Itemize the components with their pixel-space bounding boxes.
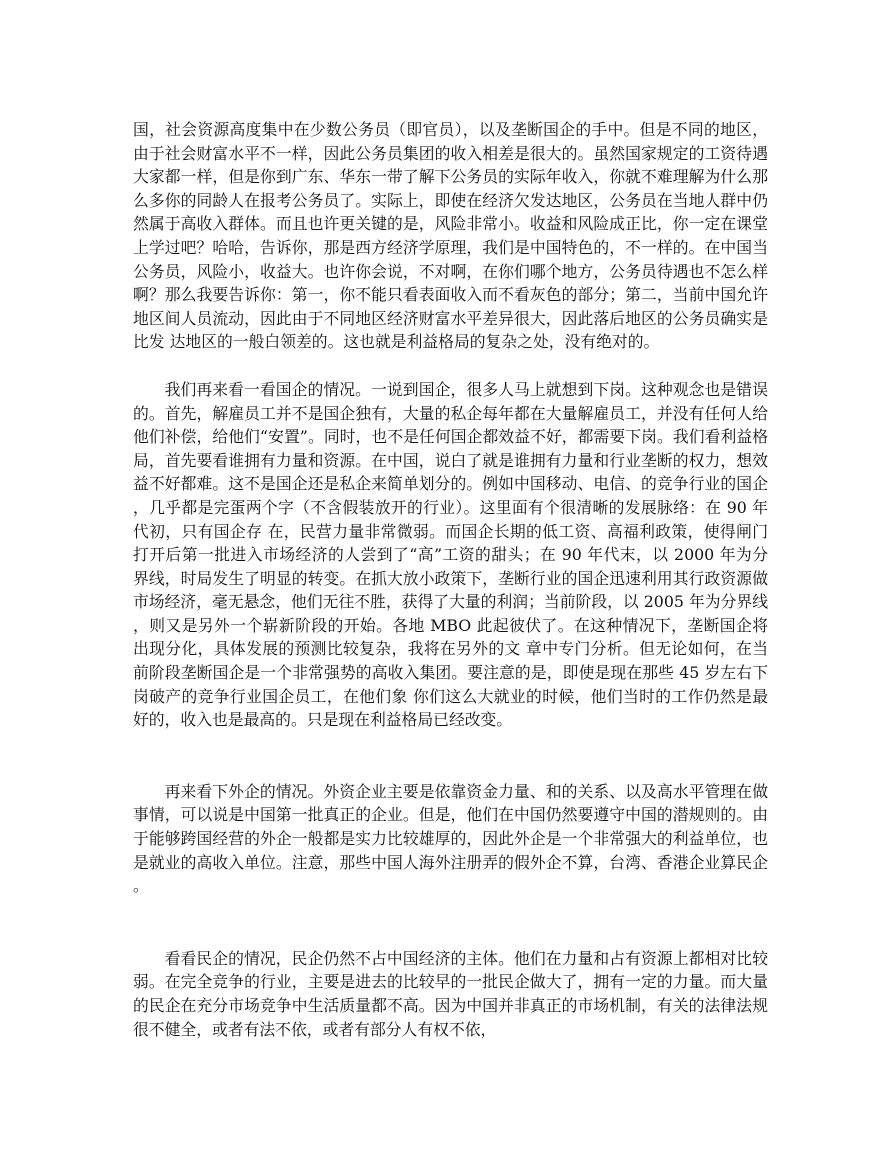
- document-body: [133, 118, 768, 1041]
- paragraph-state-enterprises: 我们再来看一看国企的情况。一说到国企，很多人马上就想到下岗。这种观念也是错误的。首先，解雇员工并不是国企独有，大量的私企每年都在大量解雇员工，并没有任何人给他们补偿，给他们“安置”。同时，也不是任何国企都效益不好，都需要下岗。我们看利益格局，首先要看谁拥有力量和资源。在中国，说白了就是谁拥有力量和行业垄断的权力，想效益不好都难。这不是国企还是私企来简单划分的。例如中国移动、电信、的竞争行业的国企，几乎都是完蛋两个字（不含假装放开的行业）。这里面有个很清晰的发展脉络：在 90 年代初，只有国企存 在，民营力量非常微弱。而国企长期的低工资、高福利政策，使得闸门打开后第一批进入市场经济的人尝到了“高”工资的甜头；在 90 年代末，以 2000 年为分 界线，时局发生了明显的转变。在抓大放小政策下，垄断行业的国企迅速利用其行政资源做市场经济，毫无悬念，他们无往不胜，获得了大量的利润；当前阶段，以 2005 年为分界线，则又是另外一个崭新阶段的开始。各地 MBO 此起彼伏了。在这种情况下，垄断国企将出现分化，具体发展的预测比较复杂，我将在另外的文 章中专门分析。但无论如何，在当前阶段垄断国企是一个非常强势的高收入集团。要注意的是，即使是现在那些 45 岁左右下岗破产的竞争行业国企员工，在他们象 你们这么大就业的时候，他们当时的工作仍然是最好的，收入也是最高的。只是现在利益格局已经改变。: [133, 379, 768, 730]
- paragraph-spacer: [133, 354, 768, 378]
- paragraph-civil-servants: 国，社会资源高度集中在少数公务员（即官员），以及垄断国企的手中。但是不同的地区，由于社会财富水平不一样，因此公务员集团的收入相差是很大的。虽然国家规定的工资待遇大家都一样，但是你到广东、华东一带了解下公务员的实际年收入，你就不难理解为什么那么多你的同龄人在报考公务员了。实际上，即使在经济欠发达地区，公务员在当地人群中仍然属于高收入群体。而且也许更关键的是，风险非常小。收益和风险成正比，你一定在课堂上学过吧？哈哈，告诉你，那是西方经济学原理，我们是中国特色的，不一样的。在中国当公务员，风险小，收益大。也许你会说，不对啊，在你们哪个地方，公务员待遇也不怎么样啊？那么我要告诉你：第一，你不能只看表面收入而不看灰色的部分；第二，当前中国允许地区间人员流动，因此由于不同地区经济财富水平差异很大，因此落后地区的公务员确实是比发 达地区的一般白领差的。这也就是利益格局的复杂之处，没有绝对的。: [133, 120, 768, 352]
- paragraph-spacer: [133, 898, 768, 947]
- paragraph-spacer: [133, 732, 768, 780]
- paragraph-private-enterprises: 看看民企的情况，民企仍然不占中国经济的主体。他们在力量和占有资源上都相对比较弱。在完全竞争的行业，主要是进去的比较早的一批民企做大了，拥有一定的力量。而大量的民企在充分市场竞争中生活质量都不高。因为中国并非真正的市场机制，有关的法律法规很不健全，或者有法不依，或者有部分人有权不依，: [133, 948, 768, 1039]
- paragraph-foreign-enterprises: 再来看下外企的情况。外资企业主要是依靠资金力量、和的关系、以及高水平管理在做事情，可以说是中国第一批真正的企业。但是，他们在中国仍然要遵守中国的潜规则的。由于能够跨国经营的外企一般都是实力比较雄厚的，因此外企是一个非常强大的利益单位，也是就业的高收入单位。注意，那些中国人海外注册弄的假外企不算，台湾、香港企业算民企。: [133, 781, 768, 896]
